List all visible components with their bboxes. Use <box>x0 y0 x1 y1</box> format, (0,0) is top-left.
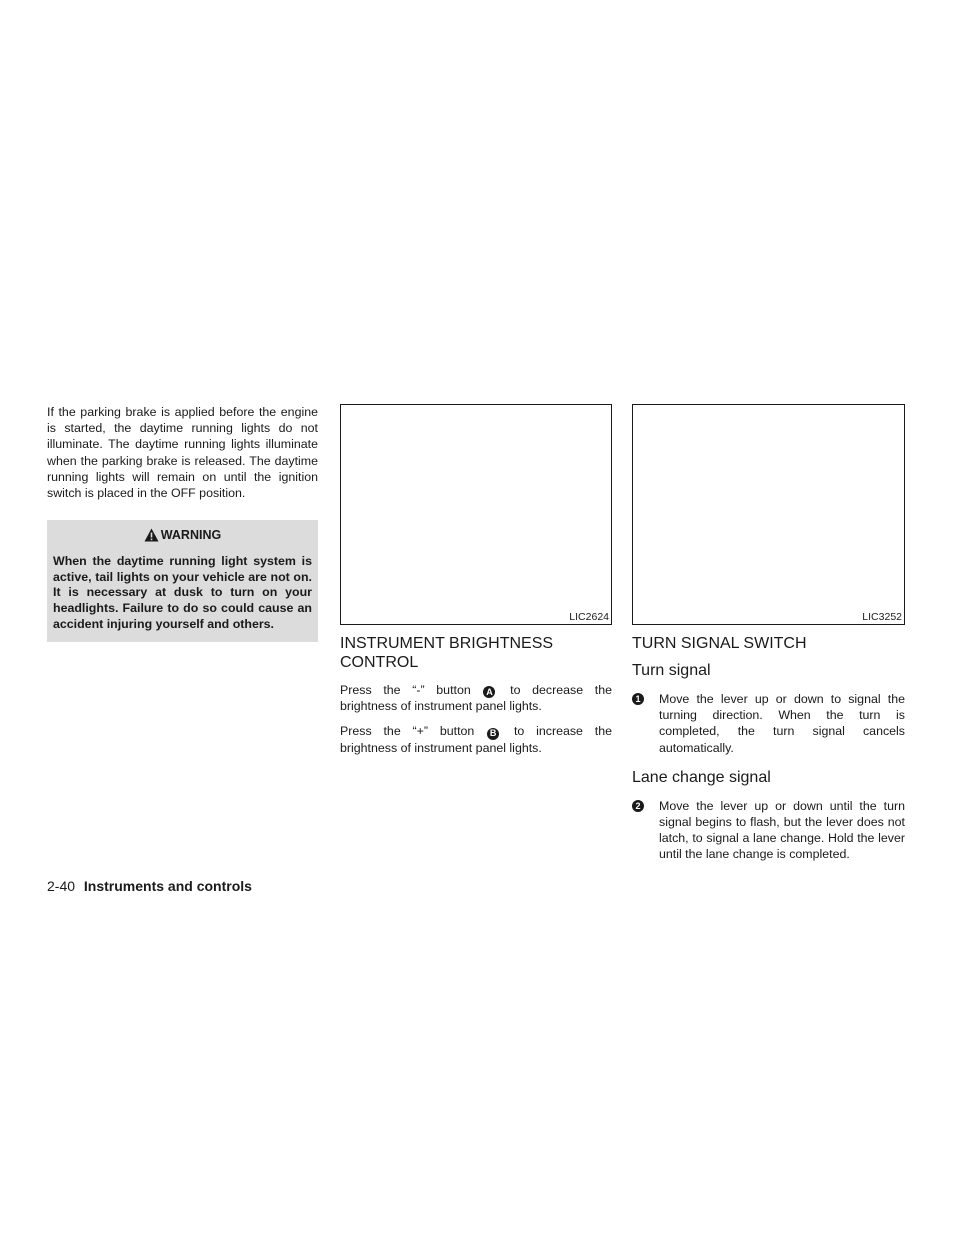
para1-after: to decrease the brightness of instrument panel lights. <box>340 683 613 714</box>
left-column <box>47 404 318 642</box>
para2-after: to increase the brightness of instrument panel lights. <box>340 724 612 755</box>
brightness-decrease-paragraph <box>340 682 612 714</box>
figure-instrument-brightness <box>340 404 612 625</box>
brightness-increase-paragraph <box>340 723 612 755</box>
warning-text: When the daytime running light system is active, tail lights on your vehicle are not on. It is necessary at dusk to turn on your headlights. Failure to do so could cause an accident injuring yourself and others. <box>53 554 312 631</box>
heading-line-2: CONTROL <box>340 654 419 671</box>
para1-before: Press the “-” button <box>340 683 471 697</box>
subheading-lane-change-signal: Lane change signal <box>632 768 771 786</box>
figure-code: LIC2624 <box>569 611 609 623</box>
middle-column <box>340 404 612 756</box>
step-number-badge: 1 <box>632 693 644 705</box>
figure-code: LIC3252 <box>862 611 902 623</box>
page-footer <box>47 878 252 894</box>
heading-line-1: INSTRUMENT BRIGHTNESS <box>340 635 554 652</box>
right-column <box>632 404 905 863</box>
callout-a-badge: A <box>483 686 495 698</box>
step-number-badge: 2 <box>632 800 644 812</box>
page-number: 2-40 <box>47 878 76 894</box>
chapter-title: Instruments and controls <box>83 878 252 894</box>
figure-turn-signal <box>632 404 905 625</box>
warning-box <box>47 520 318 642</box>
subheading-turn-signal: Turn signal <box>632 662 711 679</box>
warning-triangle-icon <box>144 528 159 542</box>
step-1 <box>632 691 905 756</box>
section-heading-turn-signal-switch: TURN SIGNAL SWITCH <box>632 635 807 652</box>
para2-before: Press the “+” button <box>340 724 475 739</box>
callout-b-badge: B <box>487 728 499 740</box>
step-2-text: Move the lever up or down until the turn signal begins to flash, but the lever does not latch, to signal a lane change. Hold the lever until the lane change is completed. <box>659 798 905 862</box>
section-heading-instrument-brightness <box>340 634 612 672</box>
warning-heading <box>53 528 312 542</box>
daytime-lights-paragraph: If the parking brake is applied before the engine is started, the daytime running lights do not illuminate. The daytime running lights illuminate when the parking brake is released. The daytime running lights will remain on until the ignition switch is placed in the OFF position. <box>47 405 318 501</box>
step-1-text: Move the lever up or down to signal the turning direction. When the turn is completed, the turn signal cancels automatically. <box>659 692 905 755</box>
warning-heading-label: WARNING <box>160 528 222 543</box>
step-2 <box>632 798 905 863</box>
